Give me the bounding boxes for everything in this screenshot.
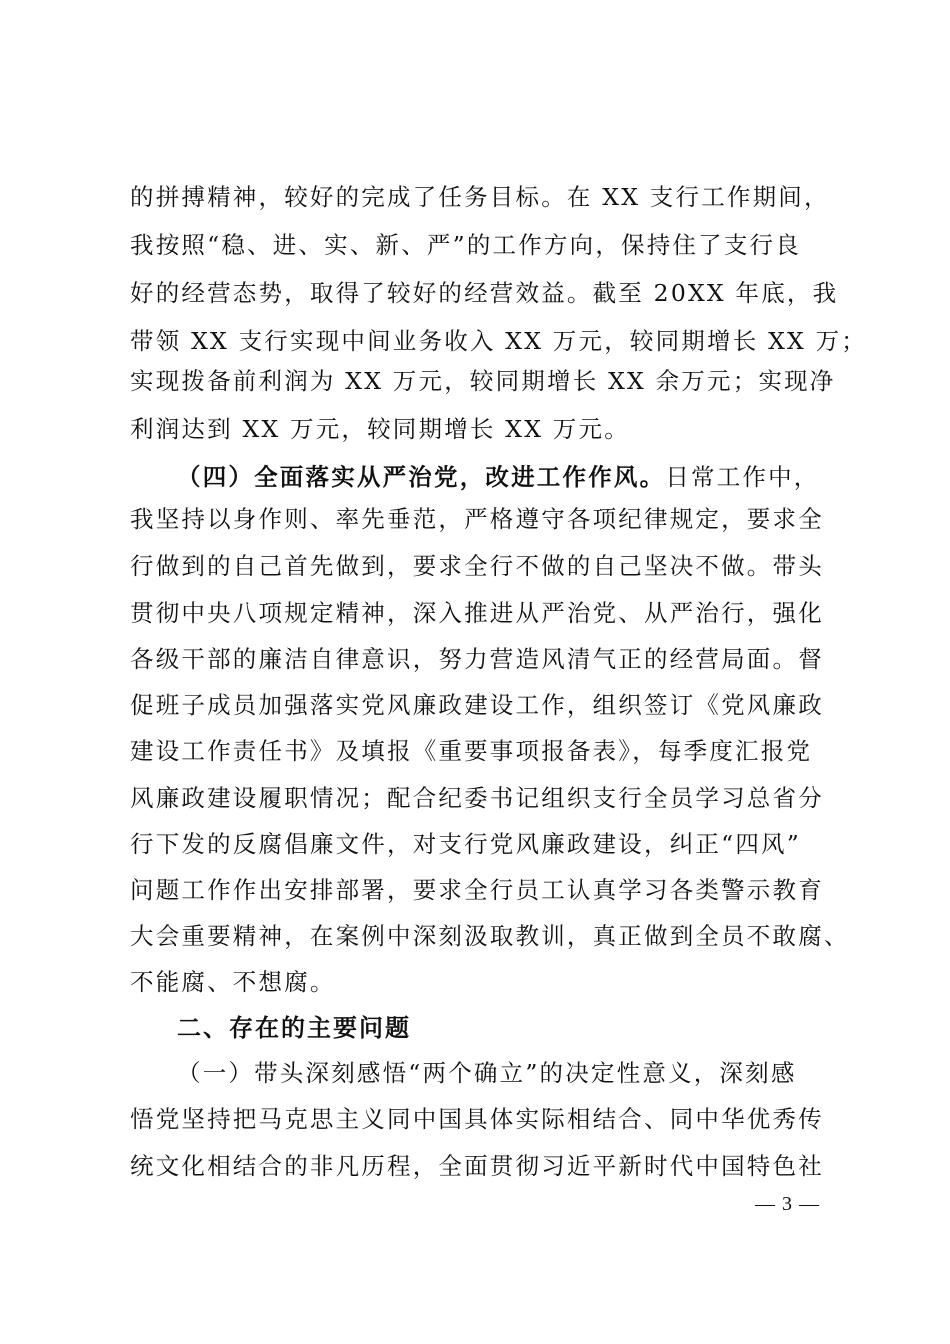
subheading-line xyxy=(177,456,820,498)
subheading-rest: 日常工作中， xyxy=(665,463,820,491)
body-line: 风廉政建设履职情况；配合纪委书记组织支行全员学习总省分 xyxy=(130,784,824,812)
body-line: 实现拨备前利润为 XX 万元，较同期增长 XX 余万元；实现净 xyxy=(130,367,836,395)
body-line: 各级干部的廉洁自律意识，努力营造风清气正的经营局面。督 xyxy=(130,645,824,673)
body-line: 行下发的反腐倡廉文件，对支行党风廉政建设，纠正“四风” xyxy=(130,830,801,858)
body-line: 统文化相结合的非凡历程，全面贯彻习近平新时代中国特色社 xyxy=(130,1152,824,1180)
body-line: （一）带头深刻感悟“两个确立”的决定性意义，深刻感 xyxy=(177,1059,797,1087)
body-line: 问题工作作出安排部署，要求全行员工认真学习各类警示教育 xyxy=(130,876,824,904)
body-line: 的拼搏精神，较好的完成了任务目标。在 XX 支行工作期间， xyxy=(130,183,830,211)
section-heading: 二、存在的主要问题 xyxy=(177,1014,411,1042)
body-line: 行做到的自己首先做到，要求全行不做的自己坚决不做。带头 xyxy=(130,552,824,580)
subheading-title: （四）全面落实从严治党，改进工作作风。 xyxy=(177,463,666,491)
body-line: 悟党坚持把马克思主义同中国具体实际相结合、同中华优秀传 xyxy=(130,1105,824,1133)
body-line: 好的经营态势，取得了较好的经营效益。截至 20XX 年底，我 xyxy=(130,279,839,307)
body-line: 我坚持以身作则、率先垂范，严格遵守各项纪律规定，要求全 xyxy=(130,505,824,533)
body-line: 利润达到 XX 万元，较同期增长 XX 万元。 xyxy=(130,415,630,443)
body-line: 不能腐、不想腐。 xyxy=(130,968,336,996)
body-line: 我按照“稳、进、实、新、严”的工作方向，保持住了支行良 xyxy=(130,231,801,259)
body-line: 大会重要精神，在案例中深刻汲取教训，真正做到全员不敢腐、 xyxy=(130,922,850,950)
page-number: — 3 — xyxy=(755,1193,820,1215)
body-line: 带领 XX 支行实现中间业务收入 XX 万元，较同期增长 XX 万； xyxy=(130,327,867,355)
body-line: 建设工作责任书》及填报《重要事项报备表》，每季度汇报党 xyxy=(130,737,813,765)
body-line: 贯彻中央八项规定精神，深入推进从严治党、从严治行，强化 xyxy=(130,599,824,627)
body-line: 促班子成员加强落实党风廉政建设工作，组织签订《党风廉政 xyxy=(130,691,824,719)
